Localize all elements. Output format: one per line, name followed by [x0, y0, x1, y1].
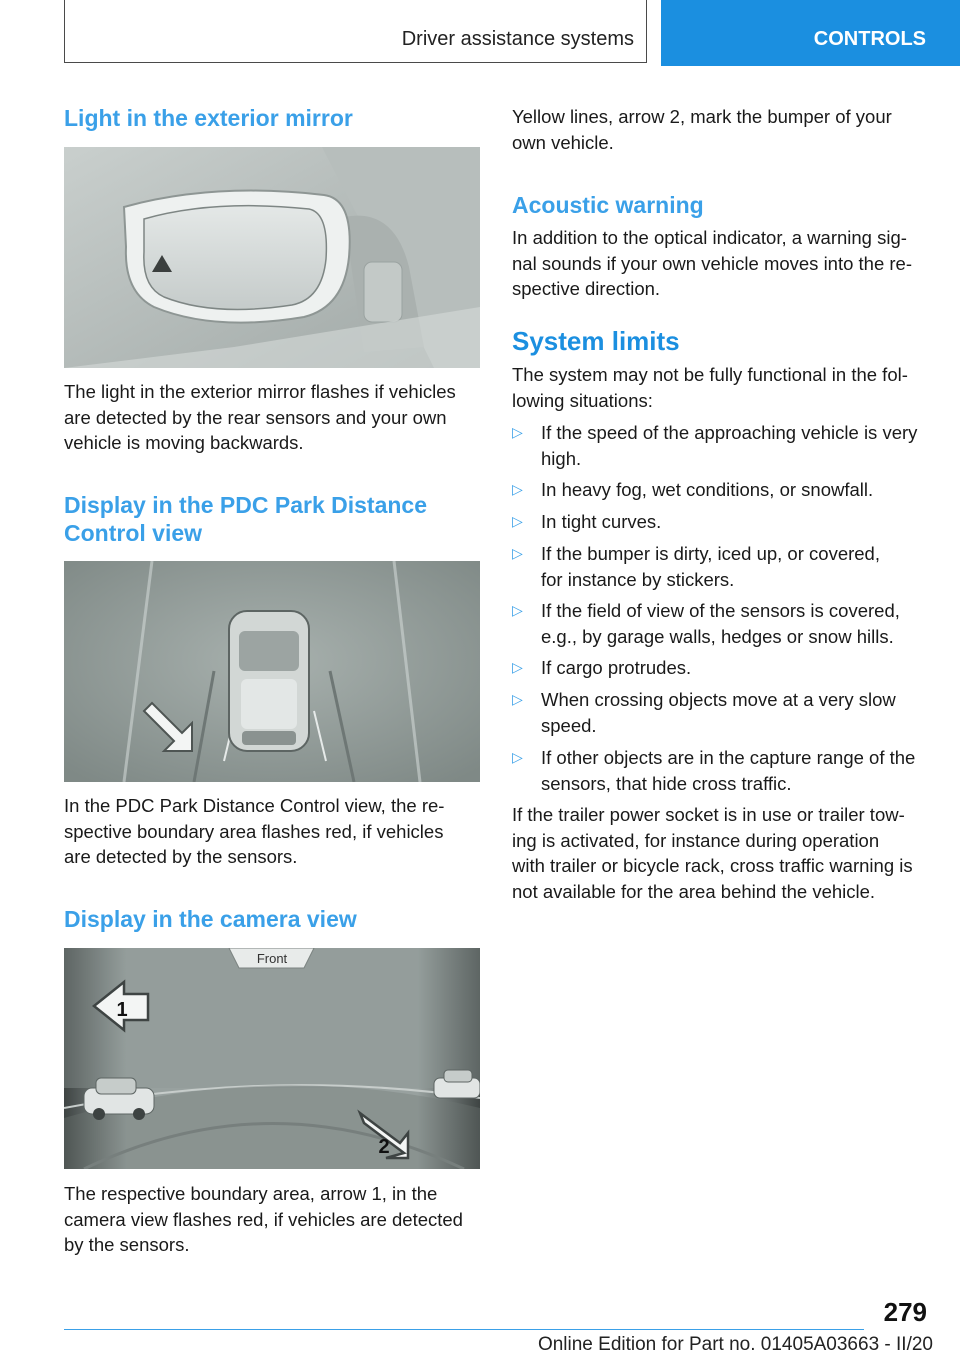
header-chapter-tab — [661, 0, 960, 66]
heading-acoustic-warning: Acoustic warning — [512, 192, 704, 218]
camera-arrow-1-label: 1 — [116, 999, 128, 1021]
paragraph-yellow-lines: Yellow lines, arrow 2, mark the bumper of your own vehicle. — [512, 106, 892, 153]
list-item: ▷ If the bumper is dirty, iced up, or covered, for instance by stickers. — [512, 543, 880, 590]
bullet-triangle-icon: ▷ — [512, 513, 523, 529]
heading-pdc-view: Display in the PDC Park Distance Control view — [64, 492, 428, 546]
paragraph-camera: The respective boundary area, arrow 1, in the camera view flashes red, if vehicles are detected by the sensors. — [64, 1183, 463, 1255]
header-section-box — [64, 0, 647, 63]
list-item: ▷ If cargo protrudes. — [512, 655, 932, 681]
bullet-triangle-icon: ▷ — [512, 749, 523, 765]
bullet-triangle-icon: ▷ — [512, 545, 523, 561]
list-item: ▷ If the field of view of the sensors is covered, e.g., by garage walls, hedges or snow hills. — [512, 600, 900, 647]
bullet-triangle-icon: ▷ — [512, 659, 523, 675]
paragraph-mirror: The light in the exterior mirror flashes if vehicles are detected by the rear sensors and your own vehicle is moving backwards. — [64, 381, 456, 453]
bullet-triangle-icon: ▷ — [512, 481, 523, 497]
paragraph-pdc: In the PDC Park Distance Control view, the re‐ spective boundary area flashes red, if vehicles are detected by the sensors. — [64, 795, 445, 867]
camera-front-label: Front — [256, 951, 288, 966]
list-item: ▷ When crossing objects move at a very slow speed. — [512, 689, 896, 736]
paragraph-acoustic: In addition to the optical indicator, a warning sig‐ nal sounds if your own vehicle moves into the re‐ spective direction. — [512, 227, 913, 299]
figure-exterior-mirror — [64, 147, 480, 368]
header-chapter-title: CONTROLS — [813, 28, 926, 50]
list-item: ▷ If the speed of the approaching vehicle is very high. — [512, 422, 918, 469]
bullet-triangle-icon: ▷ — [512, 424, 523, 440]
footer-divider — [64, 1329, 864, 1330]
paragraph-trailer: If the trailer power socket is in use or trailer tow‐ ing is activated, for instance during operation with trailer or bicycle rack, cross traffic warning is not available for the area behind the vehicle. — [512, 804, 913, 902]
bullet-triangle-icon: ▷ — [512, 691, 523, 707]
page-number: 279 — [883, 1297, 927, 1327]
footer-edition: Online Edition for Part no. 01405A03663 - II/20 — [537, 1334, 933, 1355]
figure-pdc-view — [64, 561, 480, 782]
bullet-triangle-icon: ▷ — [512, 602, 523, 618]
list-item: ▷ In heavy fog, wet conditions, or snowfall. — [512, 477, 932, 503]
heading-camera-view: Display in the camera view — [64, 906, 357, 932]
camera-arrow-2-label: 2 — [378, 1136, 390, 1158]
header-section-title: Driver assistance systems — [401, 28, 634, 50]
figure-camera-view — [64, 948, 480, 1169]
list-item: ▷ In tight curves. — [512, 509, 932, 535]
heading-system-limits: System limits — [512, 326, 680, 356]
paragraph-limits-intro: The system may not be fully functional in the fol‐ lowing situations: — [512, 364, 908, 411]
heading-light-mirror: Light in the exterior mirror — [64, 105, 353, 131]
list-item: ▷ If other objects are in the capture range of the sensors, that hide cross traffic. — [512, 747, 916, 794]
